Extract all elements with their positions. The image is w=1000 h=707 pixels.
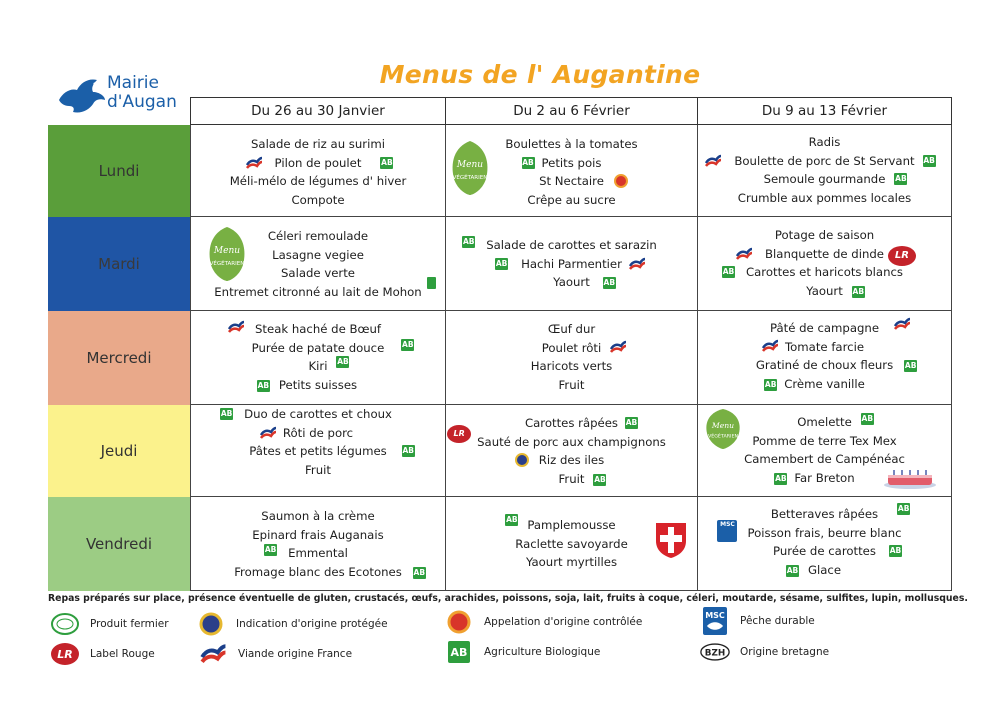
menu-cell-jeudi-week2 [446, 405, 698, 497]
dish: Yaourt AB [553, 275, 616, 289]
allergens-note: Repas préparés sur place, présence éventuelle de gluten, crustacés, œufs, arachides, poissons, soja, lait, fruits à coque, céleri, moutarde, sésame, sulfites, lupin, mollusques. [48, 593, 968, 604]
svg-text:Menu: Menu [213, 246, 241, 256]
svg-text:MSC: MSC [705, 611, 725, 620]
organic-icon: AB [625, 418, 638, 427]
organic-icon: AB [495, 258, 508, 268]
legend-label: Viande origine France [238, 648, 353, 660]
dish: Omelette AB [797, 414, 874, 429]
legend-item-label-rouge [50, 642, 155, 666]
dish: Pâtes et petits légumes AB [249, 444, 415, 458]
dish: Salade de riz au surimi [250, 137, 385, 151]
dish: Saumon à la crème [261, 509, 375, 523]
svg-text:VÉGÉTARIEN: VÉGÉTARIEN [707, 434, 739, 440]
birthday-cake-icon [882, 467, 938, 489]
dish: Fruit AB [558, 471, 606, 486]
msc-icon [700, 606, 730, 636]
dish: Radis [808, 135, 841, 149]
aoc-icon [614, 174, 628, 188]
organic-icon: AB [603, 278, 616, 287]
dish: Pâté de campagne [770, 319, 879, 338]
organic-icon: AB [775, 473, 787, 483]
french-meat-icon [893, 317, 911, 331]
dish: Yaourt AB [806, 283, 865, 298]
french-meat-icon [628, 257, 646, 271]
legend-label: Agriculture Biologique [484, 646, 601, 658]
label-rouge-icon: LR [888, 246, 916, 266]
dish: Céleri remoulade [267, 229, 369, 243]
dish: Fromage blanc des Ecotones AB [234, 564, 426, 579]
legend-label: Label Rouge [90, 648, 155, 660]
svg-text:BZH: BZH [704, 648, 726, 659]
organic-icon: AB [594, 474, 606, 484]
svg-text:LR: LR [57, 648, 73, 661]
dish: Purée de carottes AB [773, 544, 902, 558]
dish: Lasagne vegiee [272, 247, 364, 262]
dish: Salade verte [281, 266, 355, 280]
dish: AB Salade de carottes et sarazin [462, 237, 657, 252]
dish: Pomme de terre Tex Mex [752, 433, 897, 448]
dish: AB Glace [786, 562, 842, 577]
logo-line1: Mairie [107, 73, 159, 93]
aop-icon [196, 612, 226, 636]
week-header-1: Du 26 au 30 Janvier [190, 97, 446, 125]
legend-item-aoc [444, 610, 642, 634]
organic-icon: AB [402, 339, 414, 349]
dish: AB Duo de carottes et choux [220, 407, 392, 421]
dish: AB Petits suisses [257, 377, 358, 392]
menu-cell-vendredi-week3 [698, 497, 952, 591]
bird-logo-icon [55, 74, 107, 118]
organic-icon: AB [722, 267, 735, 276]
dish: Riz des iles [539, 451, 604, 470]
organic-icon [444, 640, 474, 664]
legend-item-bzh [700, 640, 829, 664]
dish: AB Pamplemousse [506, 515, 616, 532]
menu-cell-vendredi-week2 [446, 497, 698, 591]
dish: Blanquette de dinde LR [765, 245, 884, 264]
dish: Œuf dur [547, 322, 596, 336]
legend-item-msc [700, 606, 815, 636]
organic-icon: AB [786, 565, 799, 575]
day-label-lundi: Lundi [48, 125, 190, 217]
menu-cell-mardi-week2 [446, 217, 698, 311]
dish: Fruit [558, 377, 585, 392]
dish: AB Far Breton [775, 470, 855, 485]
dish: Carottes râpées AB [524, 416, 638, 430]
legend-label: Produit fermier [90, 618, 169, 630]
dish: Semoule gourmande AB [763, 172, 907, 186]
menu-cell-lundi-week3 [698, 125, 952, 217]
french-meat-icon [227, 320, 245, 334]
svg-text:AB: AB [450, 646, 468, 659]
dish: Tomate farcie [785, 338, 864, 357]
logo-line2: d'Augan [107, 92, 177, 112]
menu-cell-mercredi-week2 [446, 311, 698, 405]
dish: Haricots verts [530, 359, 613, 373]
organic-icon: AB [889, 546, 902, 555]
organic-icon: AB [381, 157, 393, 167]
dish: Potage de saison [774, 228, 875, 242]
day-label-mardi: Mardi [48, 217, 190, 311]
farm-product-icon [50, 612, 80, 636]
dish: Rôti de porc [283, 424, 353, 443]
menu-cell-mardi-week3 [698, 217, 952, 311]
organic-icon: AB [923, 155, 935, 165]
organic-icon: AB [220, 409, 233, 418]
dish: AB Carottes et haricots blancs [722, 265, 903, 279]
page-title: Menus de l' Augantine [379, 60, 701, 89]
organic-icon [427, 277, 436, 289]
dish: Boulettes à la tomates [505, 137, 638, 151]
legend-item-organic [444, 640, 600, 664]
organic-icon: AB [462, 237, 475, 246]
organic-icon: AB [861, 414, 874, 423]
menu-cell-mardi-week1 [190, 217, 446, 311]
savoie-crest-icon [654, 521, 688, 559]
dish: Epinard frais Auganais [252, 527, 384, 542]
week-header-2: Du 2 au 6 Février [446, 97, 698, 125]
organic-icon: AB [264, 545, 277, 554]
day-label-vendredi: Vendredi [48, 497, 190, 591]
label-rouge-icon [50, 642, 80, 666]
legend-item-aop [196, 612, 388, 636]
french-meat-icon [609, 340, 627, 354]
menu-cell-lundi-week2 [446, 125, 698, 217]
mairie-logo [55, 72, 195, 116]
dish: St Nectaire [539, 172, 604, 191]
aoc-icon [444, 610, 474, 634]
svg-text:Menu: Menu [456, 160, 484, 170]
dish: Méli-mélo de légumes d' hiver [229, 174, 407, 188]
organic-icon: AB [852, 286, 865, 296]
french-meat-icon [761, 339, 779, 353]
organic-icon: AB [522, 157, 534, 167]
dish: Raclette savoyarde [515, 536, 628, 551]
organic-icon: AB [897, 504, 910, 513]
dish: Purée de patate douce AB [251, 339, 414, 355]
french-meat-icon [245, 156, 263, 170]
dish: Steak haché de Bœuf [255, 320, 381, 339]
dish: Fruit [305, 462, 331, 477]
organic-icon: AB [506, 515, 518, 524]
dish: AB Petits pois [522, 155, 602, 170]
french-meat-icon [704, 154, 722, 168]
dish: Yaourt myrtilles [525, 555, 618, 569]
menu-cell-mercredi-week1 [190, 311, 446, 405]
menu-cell-jeudi-week3 [698, 405, 952, 497]
svg-text:VÉGÉTARIEN: VÉGÉTARIEN [452, 175, 488, 181]
label-rouge-icon: LR [447, 425, 471, 443]
dish: Crêpe au sucre [527, 192, 616, 207]
dish: Gratiné de choux fleurs AB [755, 358, 917, 372]
organic-icon: AB [402, 446, 415, 455]
dish: Poulet rôti [542, 339, 601, 358]
dish: AB Crème vanille [764, 376, 865, 391]
legend-label: Appelation d'origine contrôlée [484, 616, 643, 628]
svg-text:VÉGÉTARIEN: VÉGÉTARIEN [209, 261, 245, 267]
dish: Boulette de porc de St Servant AB [734, 152, 914, 171]
legend-label: Pêche durable [740, 615, 815, 627]
dish: Compote [291, 192, 345, 207]
week-header-3: Du 9 au 13 Février [698, 97, 952, 125]
french-meat-icon [259, 426, 277, 440]
dish: Entremet citronné au lait de Mohon [214, 283, 421, 302]
dish: Camembert de Campénéac [744, 452, 905, 466]
dish: Crumble aux pommes locales [737, 190, 912, 205]
dish: Kiri AB [308, 357, 349, 373]
french-meat-icon [735, 247, 753, 261]
dish: Pilon de poulet AB [275, 154, 362, 173]
menu-cell-mercredi-week3 [698, 311, 952, 405]
dish: LR Sauté de porc aux champignons [477, 433, 666, 452]
day-label-mercredi: Mercredi [48, 311, 190, 405]
bzh-icon [700, 640, 730, 664]
aop-icon [515, 453, 529, 467]
organic-icon: AB [764, 379, 777, 389]
french-meat-icon [198, 642, 228, 666]
legend-item-french-meat [198, 642, 352, 666]
organic-icon: AB [257, 380, 270, 390]
menu-cell-jeudi-week1 [190, 405, 446, 497]
day-label-jeudi: Jeudi [48, 405, 190, 497]
menu-cell-lundi-week1 [190, 125, 446, 217]
organic-icon: AB [904, 361, 917, 370]
svg-text:Menu: Menu [711, 421, 735, 431]
legend-label: Indication d'origine protégée [236, 618, 388, 630]
menu-cell-vendredi-week1 [190, 497, 446, 591]
organic-icon: AB [895, 174, 907, 183]
msc-icon: MSC [717, 520, 737, 542]
dish: MSC Poisson frais, beurre blanc [747, 524, 901, 543]
logo-text [107, 74, 177, 112]
organic-icon: AB [337, 357, 349, 366]
organic-icon: AB [413, 567, 426, 577]
legend-item-farm [50, 612, 169, 636]
dish: Betteraves râpées AB [770, 504, 910, 521]
legend-label: Origine bretagne [740, 646, 830, 658]
dish: AB Emmental [264, 545, 348, 560]
dish: AB Hachi Parmentier [521, 255, 622, 274]
